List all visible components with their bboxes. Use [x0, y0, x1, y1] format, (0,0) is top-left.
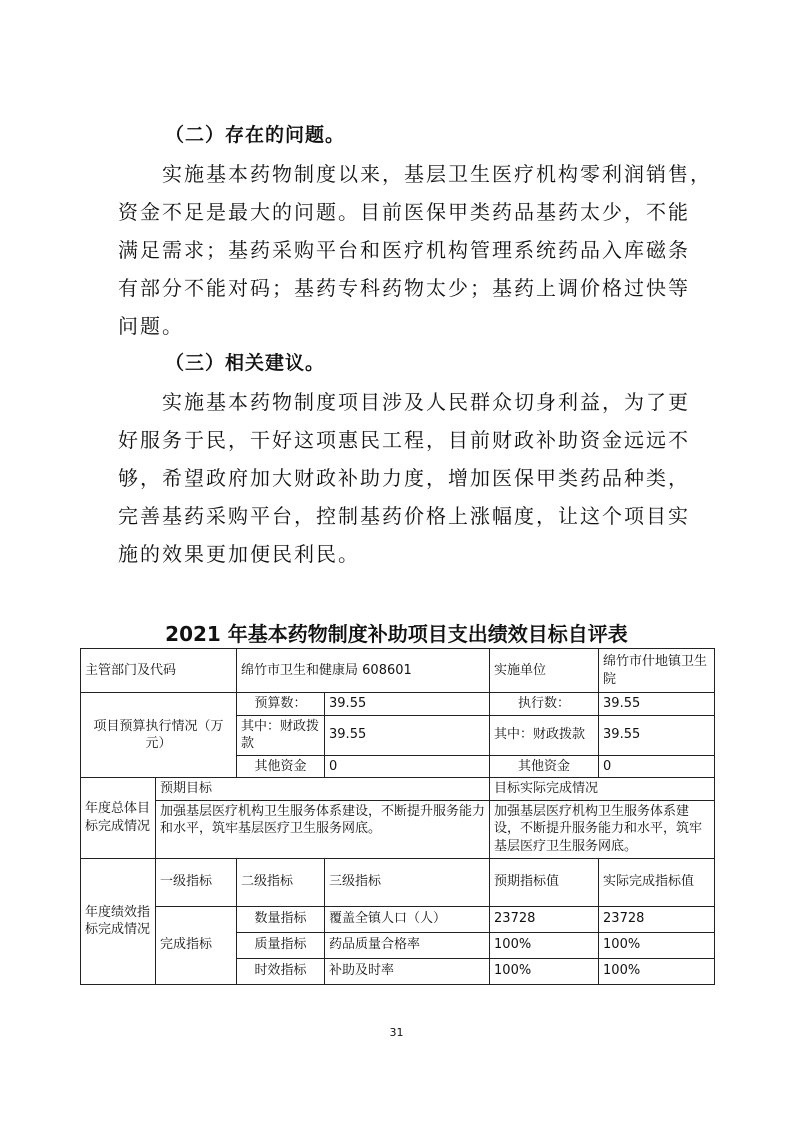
row-expected: 100% — [490, 932, 599, 958]
fiscal-exec-label: 其中：财政拨款 — [490, 715, 599, 755]
annual-goal-label: 年度总体目标完成情况 — [81, 778, 156, 859]
paragraph-line: 有部分不能对码；基药专科药物太少；基药上调价格过快等 — [118, 276, 690, 300]
table-title: 2021 年基本药物制度补助项目支出绩效目标自评表 — [165, 622, 628, 646]
paragraph-line: 实施基本药物制度项目涉及人民群众切身利益，为了更 — [118, 390, 690, 414]
section-heading-suggestions: （三）相关建议。 — [165, 352, 326, 374]
row-actual: 23728 — [599, 906, 715, 932]
row-actual: 100% — [599, 932, 715, 958]
exec-amount-label: 执行数： — [490, 693, 599, 716]
actual-goal-text: 加强基层医疗机构卫生服务体系建设，不断提升服务能力和水平，筑牢基层医疗卫生服务网底。 — [490, 800, 715, 858]
row-level3: 覆盖全镇人口（人） — [325, 906, 490, 932]
paragraph-line: 好服务于民，干好这项惠民工程，目前财政补助资金远远不 — [118, 428, 690, 452]
fiscal-exec-value: 39.55 — [599, 715, 715, 755]
unit-value: 绵竹市什地镇卫生院 — [599, 649, 715, 693]
row-expected: 100% — [490, 958, 599, 984]
fiscal-label: 其中：财政拨款 — [237, 715, 325, 755]
row-level3: 补助及时率 — [325, 958, 490, 984]
paragraph-line: 实施基本药物制度以来，基层卫生医疗机构零利润销售， — [118, 162, 712, 186]
paragraph-line: 满足需求；基药采购平台和医疗机构管理系统药品入库磁条 — [118, 238, 690, 262]
row-expected: 23728 — [490, 906, 599, 932]
table-row — [81, 906, 715, 932]
other-exec-label: 其他资金 — [490, 755, 599, 778]
dept-value: 绵竹市卫生和健康局 608601 — [237, 649, 490, 693]
dept-label: 主管部门及代码 — [81, 649, 237, 693]
exec-amount-value: 39.55 — [599, 693, 715, 716]
other-exec-value: 0 — [599, 755, 715, 778]
unit-label: 实施单位 — [490, 649, 599, 693]
performance-table — [80, 648, 715, 985]
perf-label: 年度绩效指标完成情况 — [81, 858, 156, 984]
actual-value-label: 实际完成指标值 — [599, 858, 715, 906]
paragraph-line: 够，希望政府加大财政补助力度，增加医保甲类药品种类， — [118, 466, 690, 490]
level1-label: 一级指标 — [156, 858, 237, 906]
budget-amount-label: 预算数： — [237, 693, 325, 716]
expected-goal-label: 预期目标 — [156, 778, 490, 801]
page-number: 31 — [389, 1026, 404, 1039]
expected-value-label: 预期指标值 — [490, 858, 599, 906]
budget-amount-value: 39.55 — [325, 693, 490, 716]
actual-goal-label: 目标实际完成情况 — [490, 778, 715, 801]
row-level2: 质量指标 — [237, 932, 325, 958]
fiscal-budget-value: 39.55 — [325, 715, 490, 755]
level3-label: 三级指标 — [325, 858, 490, 906]
row-level2: 数量指标 — [237, 906, 325, 932]
row-actual: 100% — [599, 958, 715, 984]
other-budget-value: 0 — [325, 755, 490, 778]
paragraph-line: 完善基药采购平台，控制基药价格上涨幅度，让这个项目实 — [118, 504, 690, 528]
row-level2: 时效指标 — [237, 958, 325, 984]
expected-goal-text: 加强基层医疗机构卫生服务体系建设，不断提升服务能力和水平，筑牢基层医疗卫生服务网底。 — [156, 800, 490, 858]
section-heading-problems: （二）存在的问题。 — [165, 124, 346, 146]
paragraph-line: 问题。 — [118, 314, 184, 338]
paragraph-line: 施的效果更加便民利民。 — [118, 542, 360, 566]
other-label: 其他资金 — [237, 755, 325, 778]
level2-label: 二级指标 — [237, 858, 325, 906]
paragraph-line: 资金不足是最大的问题。目前医保甲类药品基药太少，不能 — [118, 200, 690, 224]
row-level3: 药品质量合格率 — [325, 932, 490, 958]
complete-label: 完成指标 — [156, 906, 237, 984]
budget-label: 项目预算执行情况（万元） — [81, 693, 237, 778]
